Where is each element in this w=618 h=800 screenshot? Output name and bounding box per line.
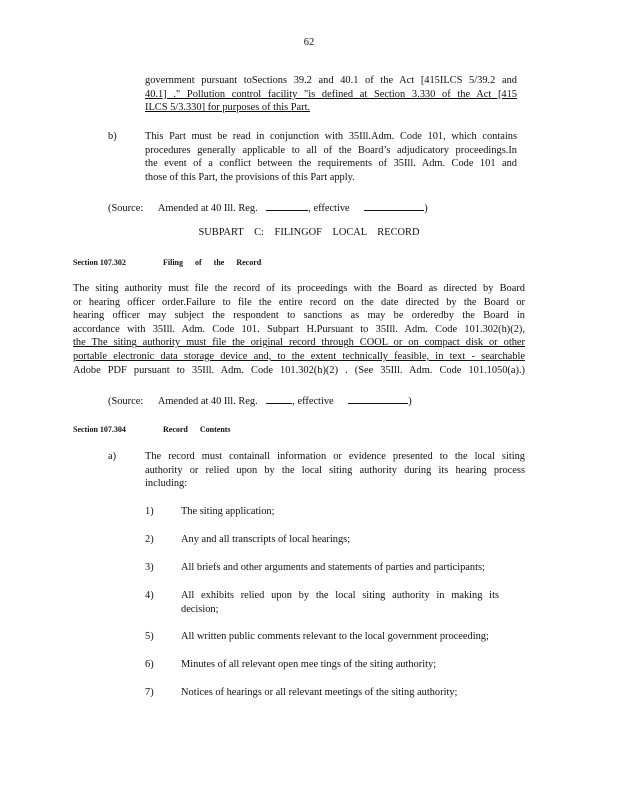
list-item-number: 6) — [145, 659, 154, 670]
list-item-number: 3) — [145, 562, 154, 573]
body-line: The siting authority must file the record of its proceedings with the Board as directed by Board — [73, 283, 525, 294]
para-b-line: those of this Part, the provisions of this Part apply. — [145, 171, 355, 183]
source-label: (Source: — [108, 203, 144, 214]
list-item-number: 4) — [145, 590, 154, 601]
section-number: Section 107.304 — [73, 425, 126, 434]
list-item: Any and all transcripts of local hearings; — [181, 534, 351, 545]
para-b-line: the event of a conflict between the requirements of 35Ill. Adm. Code 101 and — [145, 158, 517, 170]
intro-line: ILCS 5/3.330] for purposes of this Part. — [145, 102, 311, 114]
list-item-number: 1) — [145, 506, 154, 517]
source-end: ) — [408, 396, 412, 407]
para-a-line: The record must containall information or evidence presented to the local siting — [145, 451, 525, 462]
body-line: accordance with 35Ill. Adm. Code 101. Subpart H.Pursuant to 35Ill. Adm. Code 101.302(h)(2), — [73, 323, 525, 335]
body-line: hearing officer may subject the respondent to sanctions as may be orderedby the Board in — [73, 310, 525, 322]
para-b — [145, 130, 517, 184]
date-blank — [348, 393, 408, 404]
subpart-heading: SUBPART C: FILINGOF LOCAL RECORD — [198, 227, 420, 238]
source-label: (Source: — [108, 396, 144, 407]
para-a-line: authority or relied upon by the local siting authority during its hearing process — [145, 464, 525, 476]
intro-line: 40.1] ." Pollution control facility "is defined at Section 3.330 of the Act [415 — [145, 88, 517, 100]
intro-paragraph — [145, 74, 517, 115]
reg-blank — [266, 393, 292, 404]
para-b-line: procedures generally applicable to all of the Board’s adjudicatory proceedings.In — [145, 144, 517, 156]
section-302-heading — [73, 256, 261, 270]
section-304-heading — [73, 423, 231, 437]
section-302-body — [73, 282, 525, 377]
list-item — [181, 589, 499, 616]
list-item-number: 2) — [145, 534, 154, 545]
list-item-line: All exhibits relied upon by the local siting authority in making its — [181, 590, 499, 601]
list-item: All written public comments relevant to the local government proceeding; — [181, 631, 489, 642]
body-line: portable electronic data storage device and, to the extent technically feasible, in text - searchable — [73, 350, 525, 362]
list-item-number: 5) — [145, 631, 154, 642]
list-item-number: 7) — [145, 687, 154, 698]
list-item-line: decision; — [181, 603, 219, 615]
page-number: 62 — [303, 37, 315, 48]
source-text: Amended at 40 Ill. Reg. — [157, 203, 258, 214]
intro-line: government pursuant toSections 39.2 and 40.1 of the Act [415ILCS 5/39.2 and — [145, 75, 517, 86]
source-text: Amended at 40 Ill. Reg. — [157, 396, 258, 407]
body-line: Adobe PDF pursuant to 35Ill. Adm. Code 101.302(h)(2) . (See 35Ill. Adm. Code 101.1050(a).) — [73, 364, 525, 376]
list-item: Notices of hearings or all relevant meetings of the siting authority; — [181, 687, 458, 698]
source-effective: , effective — [308, 203, 350, 214]
para-a — [145, 450, 525, 491]
section-title: Filing of the Record — [163, 258, 262, 267]
para-b-line: This Part must be read in conjunction with 35Ill.Adm. Code 101, which contains — [145, 131, 517, 142]
body-line: the The siting authority must file the original record through COOL or on compact disk or other — [73, 337, 525, 349]
source-end: ) — [424, 203, 428, 214]
body-line: or hearing officer order.Failure to file the entire record on the date directed by the Board or — [73, 296, 525, 308]
reg-blank — [266, 200, 308, 211]
para-a-label: a) — [108, 451, 117, 462]
source-note-1 — [108, 200, 428, 216]
date-blank — [364, 200, 424, 211]
section-title: Record Contents — [163, 425, 231, 434]
source-note-2 — [108, 393, 412, 409]
list-item: All briefs and other arguments and statements of parties and participants; — [181, 562, 485, 573]
list-item: Minutes of all relevant open mee tings of the siting authority; — [181, 659, 437, 670]
para-b-label: b) — [108, 131, 117, 142]
section-number: Section 107.302 — [73, 258, 126, 267]
source-effective: , effective — [292, 396, 334, 407]
list-item: The siting application; — [181, 506, 275, 517]
para-a-line: including: — [145, 478, 188, 490]
